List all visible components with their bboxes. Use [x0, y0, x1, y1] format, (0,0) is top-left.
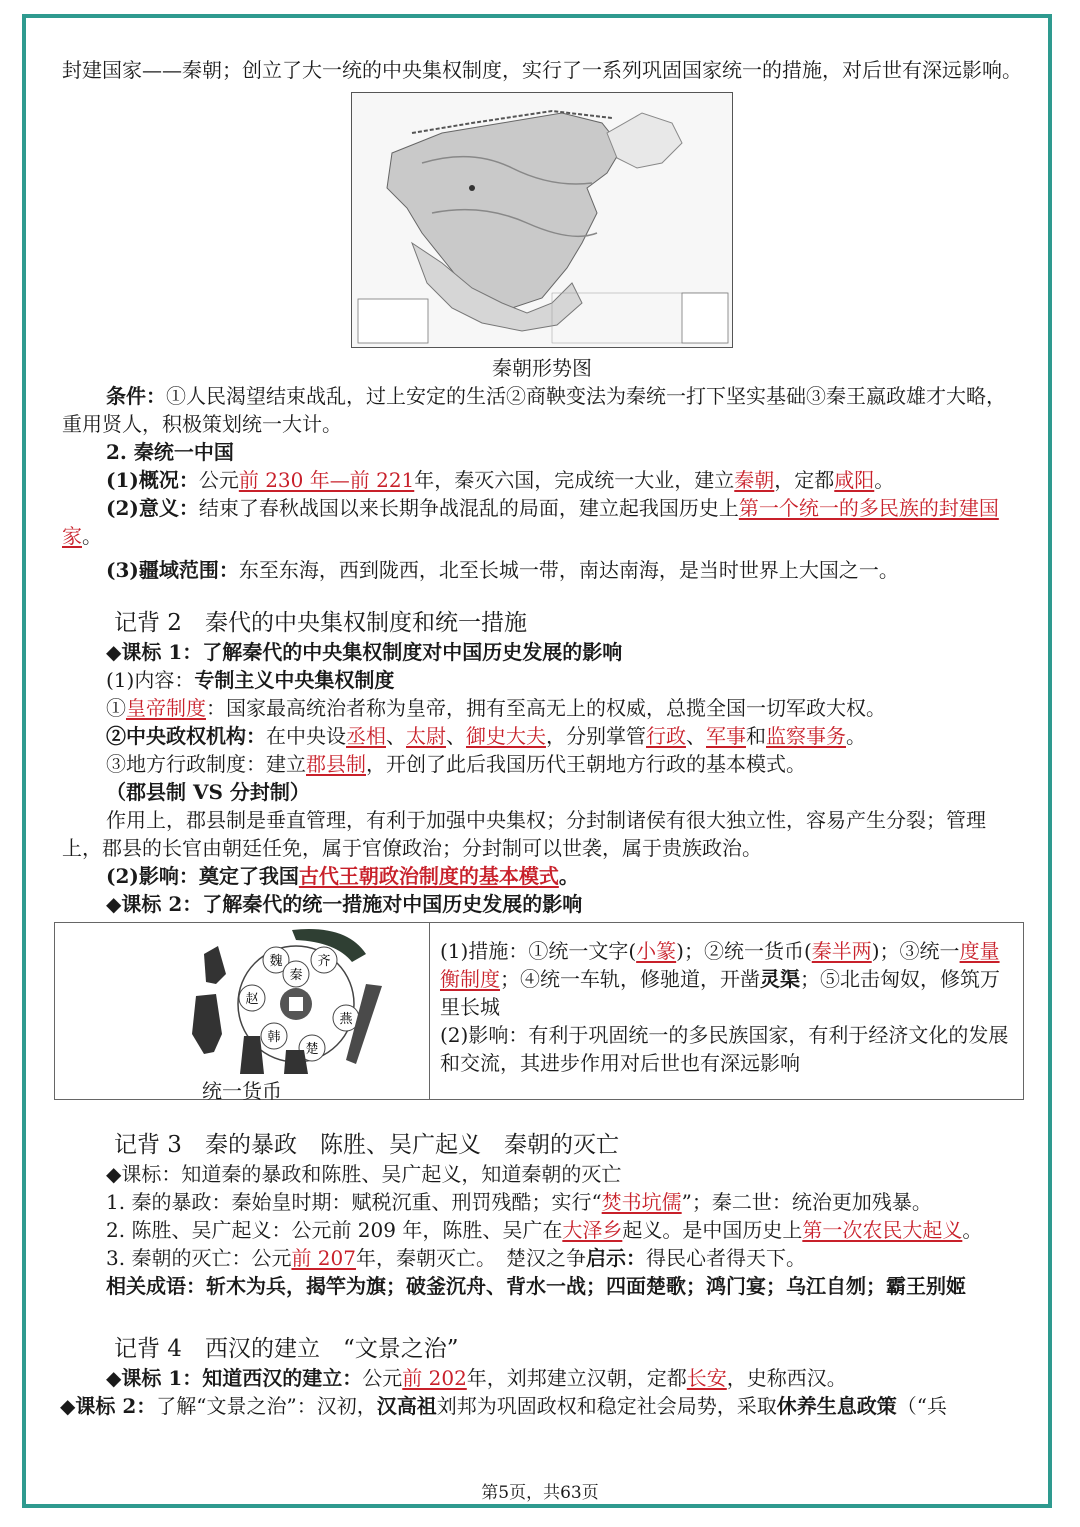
key-term: 小篆: [636, 939, 677, 963]
measures-cell: [430, 923, 1024, 1100]
section-4-standard-1: [106, 1364, 1022, 1392]
text: 、: [686, 724, 706, 748]
coin-figure: [56, 924, 428, 1103]
text: 公元: [362, 1366, 403, 1390]
key-term: 咸阳: [834, 468, 875, 492]
section-3-title: 记背 3 秦的暴政 陈胜、吴广起义 秦朝的灭亡: [114, 1132, 619, 1158]
text: 奠定了我国: [198, 864, 299, 888]
bold-term: 汉高祖: [376, 1394, 437, 1418]
section-4-standard-2: [60, 1392, 1022, 1420]
intro-paragraph: 封建国家——秦朝；创立了大一统的中央集权制度，实行了一系列巩固国家统一的措施，对后世有深远影响。: [62, 58, 1022, 82]
coin-state-label: 楚: [305, 1042, 319, 1057]
section-2-standard-2: ◆课标 2：了解秦代的统一措施对中国历史发展的影响: [106, 892, 583, 916]
key-term: 第一个统一的多民族的封建国家: [62, 496, 999, 548]
text: 。: [874, 468, 895, 492]
coin-state-label: 魏: [269, 954, 283, 969]
text: 。: [962, 1218, 983, 1242]
key-term: 行政: [646, 724, 686, 748]
territory-label: (3)疆域范围：: [106, 558, 239, 582]
text: 和: [746, 724, 766, 748]
meaning-label: (2)意义：: [106, 496, 199, 520]
key-term: 秦朝: [734, 468, 775, 492]
text: 刘邦为巩固政权和稳定社会局势，采取: [436, 1394, 777, 1418]
qin-map-image: [351, 92, 733, 348]
text: 、: [446, 724, 466, 748]
key-term: 焚书坑儒: [601, 1190, 682, 1214]
text: 得民心者得天下。: [645, 1246, 806, 1270]
key-term: 古代王朝政治制度的基本模式: [298, 864, 559, 888]
coin-center-label: 秦: [289, 968, 303, 983]
text: ①: [106, 696, 126, 720]
text: 。: [846, 724, 866, 748]
central-government-paragraph: [62, 722, 1022, 750]
central-label: ②中央政权机构：: [106, 724, 266, 748]
text: (1)措施：①统一文字(: [440, 939, 637, 963]
text: 东至东海，西到陇西，北至长城一带，南达南海，是当时世界上大国之一。: [238, 558, 899, 582]
compare-paragraph: 作用上，郡县制是垂直管理，有利于加强中央集权；分封制诸侯有很大独立性，容易产生分裂；管理上，郡县的长官由朝廷任免，属于官僚政治；分封制可以世袭，属于贵族政治。: [62, 808, 986, 860]
content-label: (1)内容：: [106, 668, 195, 692]
text: 年，秦灭六国，完成统一大业，建立: [414, 468, 735, 492]
key-term: 长安: [686, 1366, 727, 1390]
coin-state-label: 燕: [339, 1012, 353, 1027]
bold-term: 休养生息政策: [776, 1394, 897, 1418]
key-term: 军事: [706, 724, 746, 748]
bold-term: 灵渠: [760, 967, 800, 991]
influence-paragraph: [62, 862, 1022, 890]
key-term: 监察事务: [766, 724, 846, 748]
text: ，开创了此后我国历代王朝地方行政的基本模式。: [366, 752, 806, 776]
text: ；④统一车轨，修驰道，开凿: [500, 967, 760, 991]
conditions-label: 条件：: [106, 384, 166, 408]
section-4-title: 记背 4 西汉的建立 “文景之治”: [114, 1336, 459, 1362]
coin-state-label: 齐: [317, 954, 331, 969]
key-term: 秦半两: [811, 939, 872, 963]
compare-title: （郡县制 VS 分封制）: [106, 780, 310, 804]
text: ”；秦二世：统治更加残暴。: [681, 1190, 932, 1214]
key-term: 御史大夫: [466, 724, 546, 748]
key-term: 郡县制: [306, 752, 366, 776]
map-caption: 秦朝形势图: [492, 356, 592, 380]
coin-state-label: 韩: [267, 1030, 281, 1045]
key-term: 皇帝制度: [126, 696, 206, 720]
text: 年，刘邦建立汉朝，定都: [466, 1366, 687, 1390]
conditions-text: ①人民渴望结束战乱，过上安定的生活②商鞅变法为秦统一打下坚实基础③秦王嬴政雄才大略，重用贤人，积极策划统一大计。: [62, 384, 1006, 436]
standard-label: ◆课标 2：: [60, 1394, 157, 1418]
section-2-title: 记背 2 秦代的中央集权制度和统一措施: [114, 610, 527, 636]
coin-caption: 统一货币: [202, 1079, 282, 1103]
territory-paragraph: [62, 556, 1022, 584]
text: 年，秦朝灭亡。 楚汉之争: [355, 1246, 586, 1270]
text: （“兵: [896, 1394, 947, 1418]
key-term: 前 207: [291, 1246, 356, 1270]
coin-image-cell: [55, 923, 430, 1103]
conditions-paragraph: [62, 382, 1022, 438]
bold-term: 启示：: [585, 1246, 646, 1270]
coin-diagram: [56, 924, 428, 1074]
text: ，分别掌管: [546, 724, 646, 748]
text: ；⑤北击匈奴，修筑万里长城: [440, 967, 1000, 1019]
key-term: 前 202: [402, 1366, 467, 1390]
meaning-paragraph: [62, 494, 1022, 550]
key-term: 大泽乡: [562, 1218, 623, 1242]
idiom-paragraph: 相关成语：斩木为兵，揭竿为旗；破釜沉舟、背水一战；四面楚歌；鸿门宴；乌江自刎；霸王别姬: [106, 1274, 966, 1298]
overview-label: (1)概况：: [106, 468, 199, 492]
unify-heading: 2. 秦统一中国: [106, 440, 234, 464]
text: 了解“文景之治”：汉初，: [156, 1394, 377, 1418]
key-term: 太尉: [406, 724, 446, 748]
key-term: 前 230 年—前 221: [238, 468, 415, 492]
effect-paragraph: (2)影响：有利于巩固统一的多民族国家，有利于经济文化的发展和交流，其进步作用对后世也有深远影响: [440, 1023, 1009, 1075]
key-term: 度量衡制度: [440, 939, 1000, 991]
coin-state-label: 赵: [245, 992, 259, 1007]
text: ，史称西汉。: [726, 1366, 847, 1390]
text: 起义。是中国历史上: [622, 1218, 803, 1242]
uprising-paragraph: [62, 1216, 1022, 1244]
text: 、: [386, 724, 406, 748]
local-admin-paragraph: [62, 750, 1022, 778]
text: 公元: [198, 468, 239, 492]
unification-table: [54, 922, 1024, 1103]
key-term: 第一次农民大起义: [802, 1218, 963, 1242]
text: 。: [558, 864, 579, 888]
section-2-standard-1: ◆课标 1：了解秦代的中央集权制度对中国历史发展的影响: [106, 640, 623, 664]
content-paragraph: [62, 666, 1022, 694]
text: )；③统一: [871, 939, 960, 963]
text: 1. 秦的暴政：秦始皇时期：赋税沉重、刑罚残酷；实行“: [106, 1190, 602, 1214]
influence-label: (2)影响：: [106, 864, 199, 888]
emperor-system-paragraph: [62, 694, 1022, 722]
overview-paragraph: [62, 466, 1022, 494]
standard-label: ◆课标 1：知道西汉的建立：: [106, 1366, 363, 1390]
measures-paragraph: [440, 937, 1013, 1021]
text: ③地方行政制度：建立: [106, 752, 306, 776]
key-term: 丞相: [346, 724, 386, 748]
text: 3. 秦朝的灭亡：公元: [106, 1246, 292, 1270]
tyranny-paragraph: [62, 1188, 1022, 1216]
map-figure: [62, 92, 1022, 352]
document-body: [62, 56, 1022, 1420]
text: 结束了春秋战国以来长期争战混乱的局面，建立起我国历史上: [198, 496, 739, 520]
section-3-standard: ◆课标：知道秦的暴政和陈胜、吴广起义，知道秦朝的灭亡: [106, 1162, 622, 1186]
text: 。: [82, 524, 102, 548]
text: ：国家最高统治者称为皇帝，拥有至高无上的权威，总揽全国一切军政大权。: [206, 696, 886, 720]
text: 2. 陈胜、吴广起义：公元前 209 年，陈胜、吴广在: [106, 1218, 563, 1242]
page-number: 第5页，共63页: [481, 1483, 599, 1503]
text: ，定都: [774, 468, 835, 492]
fall-paragraph: [62, 1244, 1022, 1272]
text: )；②统一货币(: [676, 939, 812, 963]
text: 专制主义中央集权制度: [194, 668, 395, 692]
text: 在中央设: [266, 724, 346, 748]
